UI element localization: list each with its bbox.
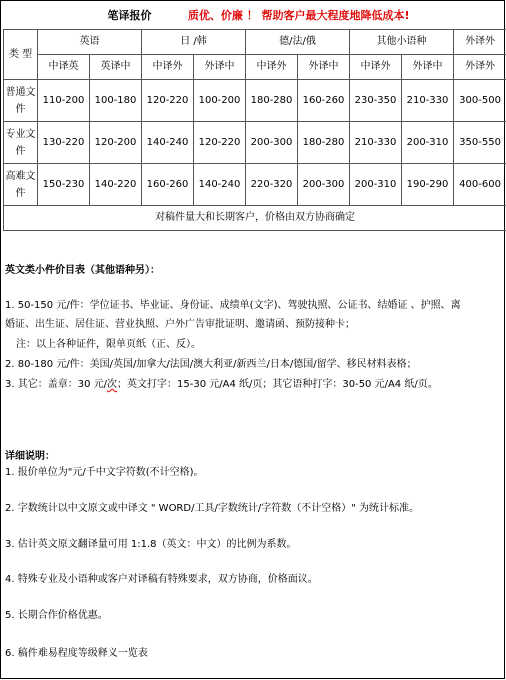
direction-header: 中译英 [38,55,90,80]
small-docs-line-3 [5,378,438,392]
price-cell: 120-220 [194,122,246,164]
direction-header: 中译外 [142,55,194,80]
row-label: 高难文件 [4,164,38,206]
table-row [4,164,506,206]
note-row [4,206,506,231]
lang-other: 其他小语种 [350,30,454,55]
slogan: 质优、价廉 ！ 帮助客户最大程度地降低成本! [187,8,410,22]
direction-header: 外译外 [454,55,506,80]
type-header [4,30,38,80]
price-table [3,3,506,231]
price-cell: 210-330 [350,122,402,164]
direction-header: 中译外 [246,55,298,80]
price-cell: 100-200 [194,80,246,122]
details-item: 6. 稿件难易程度等级释义一览表 [5,648,148,659]
small-docs-line-3-post: ；英文打字：15-30 元/A4 纸/页；其它语种打字：30-50 元/A4 纸/页。 [117,379,438,390]
language-header-row [4,30,506,55]
direction-header-row [4,55,506,80]
price-cell: 100-180 [90,80,142,122]
table-row [4,122,506,164]
price-cell: 180-280 [246,80,298,122]
details-item: 1. 报价单位为"元/千中文字符数(不计空格)。 [5,467,204,478]
lang-english: 英语 [38,30,142,55]
details-heading: 详细说明： [5,451,55,462]
lang-de-fr-ru: 德/法/俄 [246,30,350,55]
lang-foreign-foreign: 外译外 [454,30,506,55]
price-cell: 160-260 [298,80,350,122]
price-cell: 180-280 [298,122,350,164]
details-item: 4. 特殊专业及小语种或客户对译稿有特殊要求，双方协商，价格面议。 [5,574,318,585]
price-cell: 120-220 [142,80,194,122]
price-cell: 120-200 [90,122,142,164]
small-docs-line-1b: 婚证、出生证、居住证、营业执照、户外广告审批证明、邀请函、预防接种卡； [5,319,355,330]
price-cell: 200-300 [246,122,298,164]
small-docs-heading: 英文类小件价目表（其他语种另）： [5,265,160,276]
price-cell: 190-290 [402,164,454,206]
small-docs-line-3-pre: 3. 其它：盖章：30 元/ [5,379,107,390]
price-cell: 150-230 [38,164,90,206]
price-cell: 220-320 [246,164,298,206]
type-header-label: 类 型 [8,49,33,60]
small-docs-note: 注：以上各种证件，限单页纸（正、反）。 [16,339,201,350]
table-note: 对稿件量大和长期客户，价格由双方协商确定 [4,206,506,231]
details-item: 3. 估计英文原文翻译量可用 1:1.8（英文：中文）的比例为系数。 [5,539,297,550]
price-cell: 110-200 [38,80,90,122]
price-cell: 140-220 [90,164,142,206]
price-cell: 350-550 [454,122,506,164]
price-cell: 200-310 [402,122,454,164]
small-docs-line-1a: 1. 50-150 元/件：学位证书、毕业证、身份证、成绩单(文字)、驾驶执照、公证书、结婚证 、护照、离 [5,300,461,311]
small-docs-line-2: 2. 80-180 元/件：美国/英国/加拿大/法国/澳大利亚/新西兰/日本/德国/留学、移民材料表格； [5,359,417,370]
row-label: 普通文件 [4,80,38,122]
direction-header: 外译中 [298,55,350,80]
lang-jp-kr: 日 /韩 [142,30,246,55]
price-cell: 200-300 [298,164,350,206]
page-title: 笔译报价 [107,8,152,22]
direction-header: 外译中 [194,55,246,80]
price-cell: 140-240 [194,164,246,206]
direction-header: 英译中 [90,55,142,80]
price-cell: 140-240 [142,122,194,164]
row-label: 专业文件 [4,122,38,164]
price-cell: 210-330 [402,80,454,122]
price-cell: 130-220 [38,122,90,164]
price-cell: 400-600 [454,164,506,206]
price-cell: 230-350 [350,80,402,122]
direction-header: 外译中 [402,55,454,80]
details-item: 2. 字数统计以中文原文或中译文 " WORD/工具/字数统计/字符数（不计空格）" 为统计标准。 [5,503,419,514]
details-item: 5. 长期合作价格优惠。 [5,610,108,621]
title-row [4,3,506,30]
price-cell: 300-500 [454,80,506,122]
price-cell: 200-310 [350,164,402,206]
small-docs-line-3-mark: 次 [107,379,117,390]
table-row [4,80,506,122]
direction-header: 中译外 [350,55,402,80]
price-cell: 160-260 [142,164,194,206]
